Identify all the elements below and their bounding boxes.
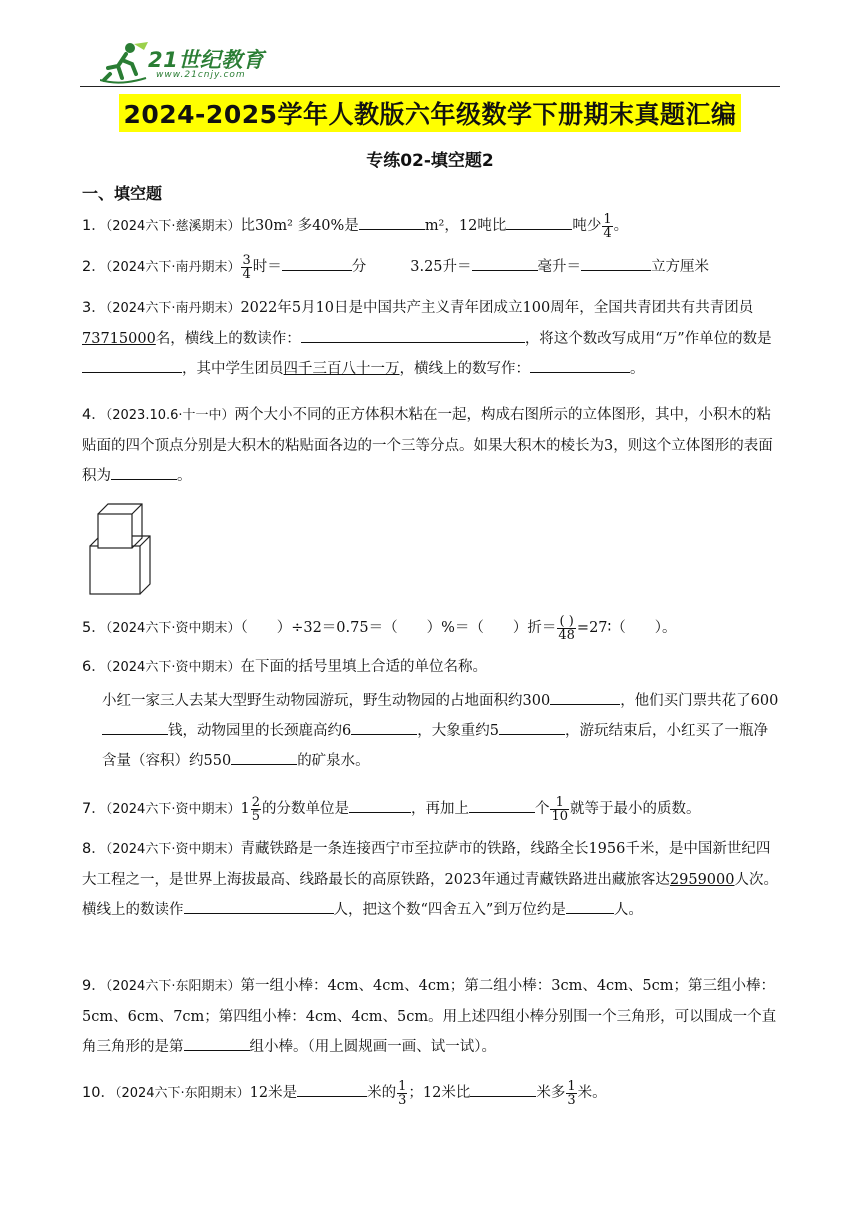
stacked-cubes-figure bbox=[88, 502, 160, 596]
question-8: 8．（2024六下·资中期末）青藏铁路是一条连接西宁市至拉萨市的铁路，线路全长1956千米，是中国新世纪四大工程之一，是世界上海拔最高、线路最长的高原铁路，2023年通过青藏铁路进出藏旅客达2959000人次。横线上的数读作 人，把这个数“四舍五入”到万位约是 人。 bbox=[82, 841, 778, 918]
answer-blank[interactable] bbox=[82, 356, 182, 373]
answer-blank[interactable] bbox=[184, 1034, 250, 1051]
answer-blank[interactable] bbox=[102, 718, 168, 735]
answer-blank[interactable] bbox=[359, 213, 425, 230]
page-subtitle: 专练02-填空题2 bbox=[366, 151, 494, 171]
answer-blank[interactable] bbox=[282, 254, 352, 271]
question-3: 3．（2024六下·南丹期末）2022年5月10日是中国共产主义青年团成立100周年，全国共青团共有共青团员73715000名，横线上的数读作： ，将这个数改写成用“万”作单位的数是，其中学生团员四千三百八十一万，横线上的数写作： 。 bbox=[82, 300, 772, 377]
logo-url: www.21cnjy.com bbox=[156, 70, 246, 80]
answer-blank[interactable] bbox=[297, 1080, 367, 1097]
runner-logo-icon bbox=[100, 40, 150, 84]
fraction: $\frac{2}{5}$ bbox=[251, 794, 260, 824]
answer-blank[interactable] bbox=[469, 796, 535, 813]
question-9: 9．（2024六下·东阳期末）第一组小棒：4cm、4cm、4cm；第二组小棒：3cm、4cm、5cm；第三组小棒：5cm、6cm、7cm；第四组小棒：4cm、4cm、5cm。用上述四组小棒分别围一个三角形，可以围成一个直角三角形的是第 组小棒。（用上圆规画一画、试一试）。 bbox=[82, 978, 777, 1055]
question-7: 7．（2024六下·资中期末）1 $\frac{2}{5}$ 的分数单位是 ，再加上 个 $\frac{1}{10}$ 就等于最小的质数。 bbox=[82, 794, 701, 824]
question-5: 5．（2024六下·资中期末）（ ）÷32＝0.75＝（ ）%＝（ ）折＝ $\frac{( )}{48}$ =27∶（ ）。 bbox=[82, 613, 677, 643]
answer-blank[interactable] bbox=[301, 326, 525, 343]
answer-blank[interactable] bbox=[184, 897, 334, 914]
answer-blank[interactable] bbox=[351, 718, 417, 735]
question-6-body: 小红一家三人去某大型野生动物园游玩，野生动物园的占地面积约300 ，他们买门票共花了600钱，动物园里的长颈鹿高约6 ，大象重约5 ，游玩结束后，小红买了一瓶净含量（容积）约550 的矿泉水。 bbox=[82, 686, 782, 776]
answer-blank[interactable] bbox=[470, 1080, 536, 1097]
question-1: 1．（2024六下·慈溪期末）比30m² 多40%是 m²，12吨比 吨少 $\frac{1}{4}$ 。 bbox=[82, 211, 629, 241]
question-6: 6．（2024六下·资中期末）在下面的括号里填上合适的单位名称。 bbox=[82, 659, 487, 675]
fraction: $\frac{1}{3}$ bbox=[567, 1078, 576, 1108]
section-title: 一、填空题 bbox=[82, 184, 163, 203]
question-2: 2．（2024六下·南丹期末） $\frac{3}{4}$ 时＝ 分 3.25升＝ 毫升＝ 立方厘米 bbox=[82, 252, 710, 282]
fraction: $\frac{1}{3}$ bbox=[398, 1078, 407, 1108]
header-rule bbox=[80, 86, 780, 87]
answer-blank[interactable] bbox=[472, 254, 538, 271]
answer-blank[interactable] bbox=[499, 718, 565, 735]
fraction: $\frac{1}{4}$ bbox=[603, 211, 612, 241]
logo-text: 21世纪教育 bbox=[148, 48, 265, 72]
answer-blank[interactable] bbox=[349, 796, 411, 813]
answer-blank[interactable] bbox=[231, 748, 297, 765]
question-4: 4．（2023.10.6·十一中）两个大小不同的正方体积木粘在一起，构成右图所示的立体图形，其中，小积木的粘贴面的四个顶点分别是大积木的粘贴面各边的一个三等分点。如果大积木的棱长为3，则这个立体图形的表面积为 。 bbox=[82, 407, 773, 484]
fraction: $\frac{( )}{48}$ bbox=[558, 613, 575, 643]
answer-blank[interactable] bbox=[506, 213, 572, 230]
fraction: $\frac{3}{4}$ bbox=[242, 252, 251, 282]
answer-blank[interactable] bbox=[581, 254, 651, 271]
page-title: 2024-2025学年人教版六年级数学下册期末真题汇编 bbox=[119, 94, 740, 132]
answer-blank[interactable] bbox=[111, 463, 177, 480]
answer-blank[interactable] bbox=[566, 897, 614, 914]
answer-blank[interactable] bbox=[530, 356, 630, 373]
answer-blank[interactable] bbox=[550, 688, 620, 705]
question-10: 10．（2024六下·东阳期末）12米是 米的 $\frac{1}{3}$ ；12米比 米多 $\frac{1}{3}$ 米。 bbox=[82, 1078, 607, 1108]
fraction: $\frac{1}{10}$ bbox=[551, 794, 569, 824]
